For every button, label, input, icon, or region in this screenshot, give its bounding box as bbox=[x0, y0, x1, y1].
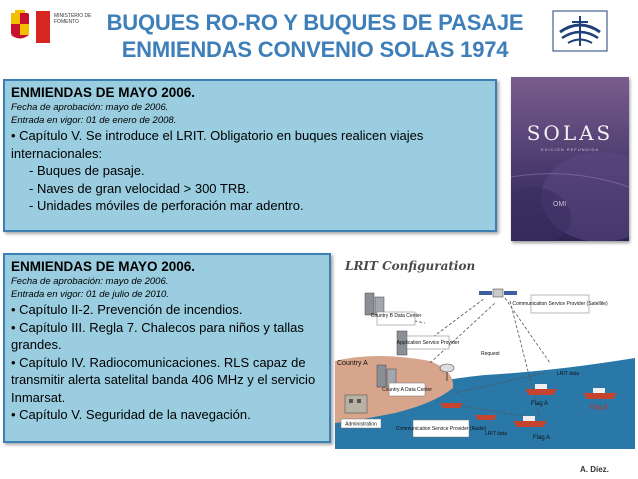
page-title bbox=[95, 9, 535, 63]
flag-a-label-1: Flag A bbox=[531, 401, 549, 407]
approval-date: Fecha de aprobación: mayo de 2006. bbox=[11, 102, 169, 113]
slide-header bbox=[0, 0, 638, 75]
chapter-item: • Capítulo V. Seguridad de la navegación. bbox=[11, 407, 251, 422]
flag-b-label: Flag B bbox=[590, 405, 608, 411]
author-credit: A. Díez. bbox=[580, 465, 609, 474]
asp-label: Application Service Provider bbox=[396, 340, 460, 346]
book-subtitle: EDICIÓN REFUNDIDA bbox=[540, 147, 600, 152]
country-b-dc-label: Country B Data Center bbox=[370, 313, 422, 319]
government-logo bbox=[8, 10, 108, 44]
administration-building-icon bbox=[345, 395, 367, 413]
panel-heading: ENMIENDAS DE MAYO 2006. bbox=[11, 85, 196, 100]
administration-label: Administration bbox=[345, 421, 377, 428]
lrit-data-label-1: LRIT data bbox=[557, 371, 579, 377]
satellite-icon bbox=[479, 289, 517, 297]
approval-date: Fecha de aprobación: mayo de 2006. bbox=[11, 276, 169, 287]
ship-small-icon bbox=[440, 403, 463, 408]
list-item: - Buques de pasaje. bbox=[29, 163, 145, 178]
entry-into-force: Entrada en vigor: 01 de enero de 2008. bbox=[11, 115, 177, 126]
title-line-2: ENMIENDAS CONVENIO SOLAS 1974 bbox=[121, 37, 509, 62]
book-cover-art bbox=[511, 77, 629, 241]
chapter-item: • Capítulo IV. Radiocomunicaciones. RLS capaz de transmitir alerta satelital banda 406 MHz y el servicio Inmarsat. bbox=[11, 354, 316, 405]
diagram-title: LRIT Configuration bbox=[345, 259, 476, 273]
csp-satellite-label: Communication Service Provider (Satellite) bbox=[512, 301, 608, 307]
ministry-name: MINISTERIO DE FOMENTO bbox=[54, 13, 92, 25]
country-a-label: Country A bbox=[337, 360, 368, 367]
chapter-item: • Capítulo V. Se introduce el LRIT. Obligatorio en buques realicen viajes internacionales: bbox=[11, 128, 424, 161]
spain-crest-icon bbox=[8, 10, 32, 42]
flag-a-label-2: Flag A bbox=[533, 435, 551, 441]
amendments-panel-2008 bbox=[3, 79, 497, 232]
title-line-1: BUQUES RO-RO Y BUQUES DE PASAJE bbox=[106, 10, 524, 35]
lrit-configuration-diagram bbox=[335, 253, 635, 449]
entry-into-force: Entrada en vigor: 01 de julio de 2010. bbox=[11, 289, 169, 300]
list-item: - Unidades móviles de perforación mar adentro. bbox=[29, 198, 304, 213]
book-publisher: OMI bbox=[553, 201, 567, 208]
list-item: - Naves de gran velocidad > 300 TRB. bbox=[29, 180, 250, 196]
ship-small-icon bbox=[475, 415, 497, 420]
country-b-server-icon bbox=[365, 293, 384, 315]
chapter-item: • Capítulo II-2. Prevención de incendios. bbox=[11, 302, 243, 317]
book-title: SOLAS bbox=[526, 121, 614, 145]
ministry-color-bar bbox=[36, 11, 50, 43]
request-label: Request bbox=[481, 351, 500, 357]
csp-radio-label: Communication Service Provider (Radio) bbox=[395, 426, 487, 432]
maritime-emblem-icon bbox=[552, 10, 608, 52]
solas-book-cover bbox=[511, 77, 629, 241]
country-a-dc-label: Country A Data Center bbox=[381, 387, 433, 393]
amendments-panel-2010 bbox=[3, 253, 331, 443]
panel-heading: ENMIENDAS DE MAYO 2006. bbox=[11, 259, 196, 274]
chapter-item: • Capítulo III. Regla 7. Chalecos para niños y tallas grandes. bbox=[11, 319, 304, 352]
lrit-data-label-2: LRIT data bbox=[485, 431, 507, 437]
